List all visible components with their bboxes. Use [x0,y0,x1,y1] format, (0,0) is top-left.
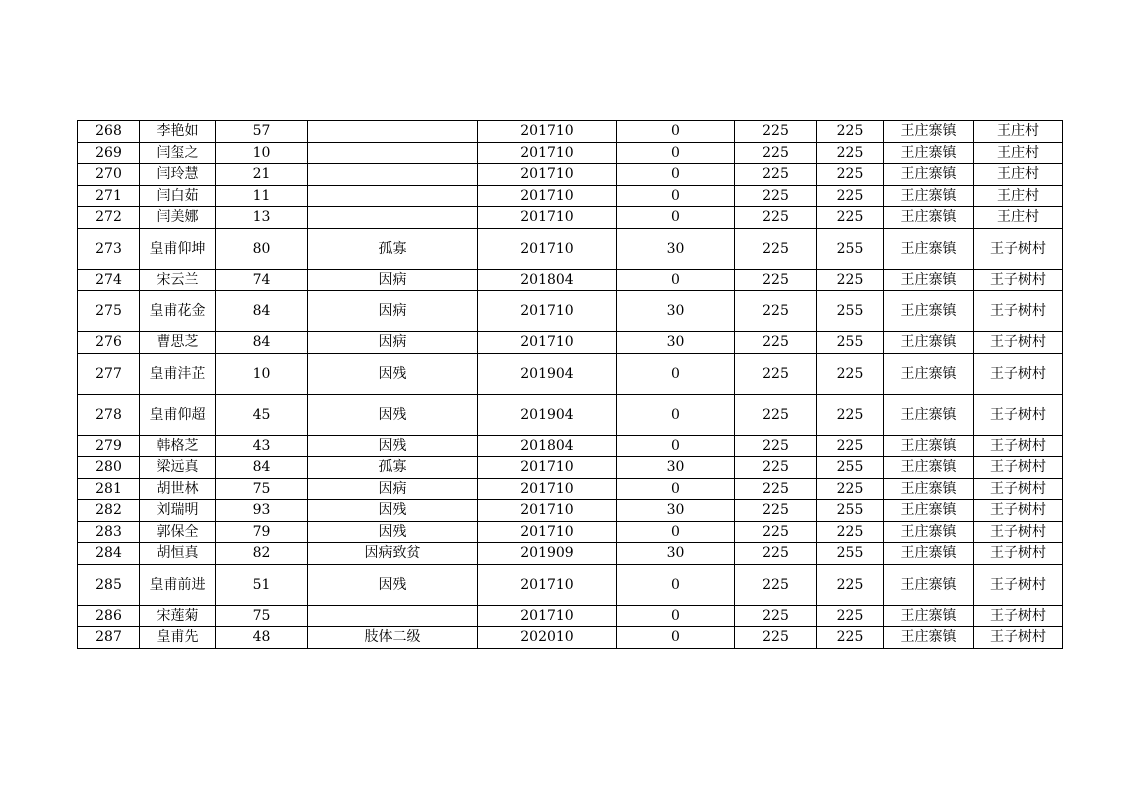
name-cell: 韩格芝 [140,435,216,457]
table-row [78,185,1063,207]
reason-cell: 因病 [308,478,478,500]
reason-cell: 因残 [308,500,478,522]
row-number-cell: 283 [78,521,140,543]
date-cell: 201710 [478,228,617,269]
extra-amount-cell: 0 [617,605,735,627]
reason-cell [308,207,478,229]
table-row [78,521,1063,543]
town-cell: 王庄寨镇 [884,185,974,207]
extra-amount-cell: 0 [617,207,735,229]
total-amount-cell: 225 [817,164,884,186]
extra-amount-cell: 0 [617,164,735,186]
date-cell: 201710 [478,185,617,207]
age-cell: 75 [216,605,308,627]
date-cell: 201710 [478,291,617,332]
town-cell: 王庄寨镇 [884,457,974,479]
total-amount-cell: 255 [817,457,884,479]
name-cell: 皇甫前进 [140,564,216,605]
base-amount-cell: 225 [735,228,817,269]
extra-amount-cell: 30 [617,500,735,522]
table-row [78,269,1063,291]
total-amount-cell: 255 [817,332,884,354]
reason-cell: 因病 [308,291,478,332]
name-cell: 宋云兰 [140,269,216,291]
name-cell: 皇甫花金 [140,291,216,332]
table-row [78,121,1063,143]
name-cell: 闫玺之 [140,142,216,164]
town-cell: 王庄寨镇 [884,394,974,435]
reason-cell [308,164,478,186]
date-cell: 201710 [478,564,617,605]
name-cell: 闫美娜 [140,207,216,229]
date-cell: 201710 [478,500,617,522]
date-cell: 201710 [478,332,617,354]
date-cell: 201804 [478,269,617,291]
base-amount-cell: 225 [735,500,817,522]
reason-cell: 因残 [308,564,478,605]
name-cell: 皇甫沣芷 [140,353,216,394]
town-cell: 王庄寨镇 [884,564,974,605]
total-amount-cell: 255 [817,500,884,522]
village-cell: 王子树村 [974,228,1063,269]
base-amount-cell: 225 [735,121,817,143]
age-cell: 43 [216,435,308,457]
total-amount-cell: 225 [817,269,884,291]
total-amount-cell: 225 [817,121,884,143]
village-cell: 王子树村 [974,521,1063,543]
date-cell: 201710 [478,457,617,479]
total-amount-cell: 255 [817,228,884,269]
extra-amount-cell: 0 [617,394,735,435]
reason-cell: 因病 [308,269,478,291]
table-body [78,121,1063,649]
village-cell: 王子树村 [974,394,1063,435]
base-amount-cell: 225 [735,185,817,207]
town-cell: 王庄寨镇 [884,332,974,354]
extra-amount-cell: 0 [617,353,735,394]
base-amount-cell: 225 [735,269,817,291]
extra-amount-cell: 0 [617,269,735,291]
extra-amount-cell: 30 [617,332,735,354]
total-amount-cell: 225 [817,435,884,457]
name-cell: 李艳如 [140,121,216,143]
reason-cell: 因残 [308,394,478,435]
extra-amount-cell: 0 [617,478,735,500]
reason-cell [308,142,478,164]
row-number-cell: 271 [78,185,140,207]
date-cell: 201710 [478,605,617,627]
base-amount-cell: 225 [735,164,817,186]
base-amount-cell: 225 [735,291,817,332]
base-amount-cell: 225 [735,332,817,354]
age-cell: 75 [216,478,308,500]
date-cell: 201710 [478,121,617,143]
extra-amount-cell: 30 [617,291,735,332]
age-cell: 84 [216,332,308,354]
table-row [78,457,1063,479]
town-cell: 王庄寨镇 [884,521,974,543]
total-amount-cell: 255 [817,291,884,332]
base-amount-cell: 225 [735,394,817,435]
date-cell: 201804 [478,435,617,457]
reason-cell: 因残 [308,353,478,394]
table-row [78,353,1063,394]
name-cell: 闫白茹 [140,185,216,207]
base-amount-cell: 225 [735,207,817,229]
table-row [78,142,1063,164]
extra-amount-cell: 30 [617,457,735,479]
age-cell: 82 [216,543,308,565]
age-cell: 93 [216,500,308,522]
total-amount-cell: 225 [817,564,884,605]
row-number-cell: 280 [78,457,140,479]
town-cell: 王庄寨镇 [884,627,974,649]
name-cell: 曹思芝 [140,332,216,354]
row-number-cell: 278 [78,394,140,435]
table-row [78,394,1063,435]
village-cell: 王子树村 [974,605,1063,627]
town-cell: 王庄寨镇 [884,500,974,522]
base-amount-cell: 225 [735,521,817,543]
age-cell: 10 [216,353,308,394]
village-cell: 王子树村 [974,269,1063,291]
extra-amount-cell: 30 [617,543,735,565]
age-cell: 57 [216,121,308,143]
village-cell: 王庄村 [974,121,1063,143]
base-amount-cell: 225 [735,543,817,565]
age-cell: 45 [216,394,308,435]
age-cell: 21 [216,164,308,186]
village-cell: 王庄村 [974,185,1063,207]
village-cell: 王子树村 [974,543,1063,565]
village-cell: 王子树村 [974,627,1063,649]
age-cell: 48 [216,627,308,649]
base-amount-cell: 225 [735,457,817,479]
reason-cell [308,121,478,143]
date-cell: 201710 [478,521,617,543]
date-cell: 201909 [478,543,617,565]
row-number-cell: 282 [78,500,140,522]
row-number-cell: 272 [78,207,140,229]
reason-cell: 孤寡 [308,228,478,269]
town-cell: 王庄寨镇 [884,291,974,332]
table-row [78,228,1063,269]
date-cell: 202010 [478,627,617,649]
name-cell: 郭保全 [140,521,216,543]
table-row [78,605,1063,627]
extra-amount-cell: 0 [617,521,735,543]
age-cell: 80 [216,228,308,269]
date-cell: 201710 [478,478,617,500]
name-cell: 胡恒真 [140,543,216,565]
town-cell: 王庄寨镇 [884,435,974,457]
total-amount-cell: 225 [817,207,884,229]
town-cell: 王庄寨镇 [884,605,974,627]
base-amount-cell: 225 [735,142,817,164]
village-cell: 王庄村 [974,207,1063,229]
name-cell: 梁远真 [140,457,216,479]
row-number-cell: 270 [78,164,140,186]
row-number-cell: 287 [78,627,140,649]
table-row [78,543,1063,565]
village-cell: 王子树村 [974,500,1063,522]
town-cell: 王庄寨镇 [884,478,974,500]
base-amount-cell: 225 [735,353,817,394]
reason-cell: 因病 [308,332,478,354]
date-cell: 201710 [478,164,617,186]
town-cell: 王庄寨镇 [884,228,974,269]
name-cell: 皇甫仰超 [140,394,216,435]
name-cell: 皇甫先 [140,627,216,649]
village-cell: 王子树村 [974,291,1063,332]
age-cell: 74 [216,269,308,291]
date-cell: 201904 [478,394,617,435]
row-number-cell: 269 [78,142,140,164]
table-row [78,164,1063,186]
age-cell: 13 [216,207,308,229]
total-amount-cell: 225 [817,627,884,649]
table-row [78,627,1063,649]
total-amount-cell: 225 [817,478,884,500]
town-cell: 王庄寨镇 [884,142,974,164]
village-cell: 王子树村 [974,332,1063,354]
reason-cell: 孤寡 [308,457,478,479]
reason-cell: 因残 [308,435,478,457]
name-cell: 皇甫仰坤 [140,228,216,269]
row-number-cell: 279 [78,435,140,457]
reason-cell [308,605,478,627]
reason-cell: 因病致贫 [308,543,478,565]
row-number-cell: 273 [78,228,140,269]
table-row [78,500,1063,522]
base-amount-cell: 225 [735,478,817,500]
age-cell: 10 [216,142,308,164]
extra-amount-cell: 30 [617,228,735,269]
base-amount-cell: 225 [735,435,817,457]
base-amount-cell: 225 [735,605,817,627]
town-cell: 王庄寨镇 [884,353,974,394]
village-cell: 王子树村 [974,478,1063,500]
total-amount-cell: 225 [817,521,884,543]
town-cell: 王庄寨镇 [884,269,974,291]
row-number-cell: 275 [78,291,140,332]
village-cell: 王庄村 [974,142,1063,164]
table-row [78,564,1063,605]
village-cell: 王子树村 [974,564,1063,605]
name-cell: 刘瑞明 [140,500,216,522]
total-amount-cell: 225 [817,185,884,207]
table-row [78,478,1063,500]
date-cell: 201710 [478,142,617,164]
extra-amount-cell: 0 [617,185,735,207]
village-cell: 王子树村 [974,435,1063,457]
table-row [78,207,1063,229]
base-amount-cell: 225 [735,627,817,649]
reason-cell: 肢体二级 [308,627,478,649]
date-cell: 201710 [478,207,617,229]
extra-amount-cell: 0 [617,121,735,143]
date-cell: 201904 [478,353,617,394]
table-row [78,435,1063,457]
age-cell: 84 [216,457,308,479]
age-cell: 79 [216,521,308,543]
row-number-cell: 268 [78,121,140,143]
row-number-cell: 285 [78,564,140,605]
reason-cell [308,185,478,207]
town-cell: 王庄寨镇 [884,207,974,229]
table-row [78,291,1063,332]
town-cell: 王庄寨镇 [884,164,974,186]
row-number-cell: 276 [78,332,140,354]
total-amount-cell: 255 [817,543,884,565]
row-number-cell: 286 [78,605,140,627]
data-table [77,120,1063,649]
total-amount-cell: 225 [817,142,884,164]
village-cell: 王子树村 [974,353,1063,394]
total-amount-cell: 225 [817,353,884,394]
town-cell: 王庄寨镇 [884,543,974,565]
total-amount-cell: 225 [817,605,884,627]
town-cell: 王庄寨镇 [884,121,974,143]
row-number-cell: 277 [78,353,140,394]
name-cell: 闫玲慧 [140,164,216,186]
row-number-cell: 281 [78,478,140,500]
extra-amount-cell: 0 [617,435,735,457]
village-cell: 王庄村 [974,164,1063,186]
age-cell: 51 [216,564,308,605]
name-cell: 胡世林 [140,478,216,500]
row-number-cell: 284 [78,543,140,565]
base-amount-cell: 225 [735,564,817,605]
name-cell: 宋莲菊 [140,605,216,627]
extra-amount-cell: 0 [617,627,735,649]
village-cell: 王子树村 [974,457,1063,479]
row-number-cell: 274 [78,269,140,291]
table-row [78,332,1063,354]
total-amount-cell: 225 [817,394,884,435]
extra-amount-cell: 0 [617,142,735,164]
extra-amount-cell: 0 [617,564,735,605]
age-cell: 84 [216,291,308,332]
reason-cell: 因残 [308,521,478,543]
age-cell: 11 [216,185,308,207]
